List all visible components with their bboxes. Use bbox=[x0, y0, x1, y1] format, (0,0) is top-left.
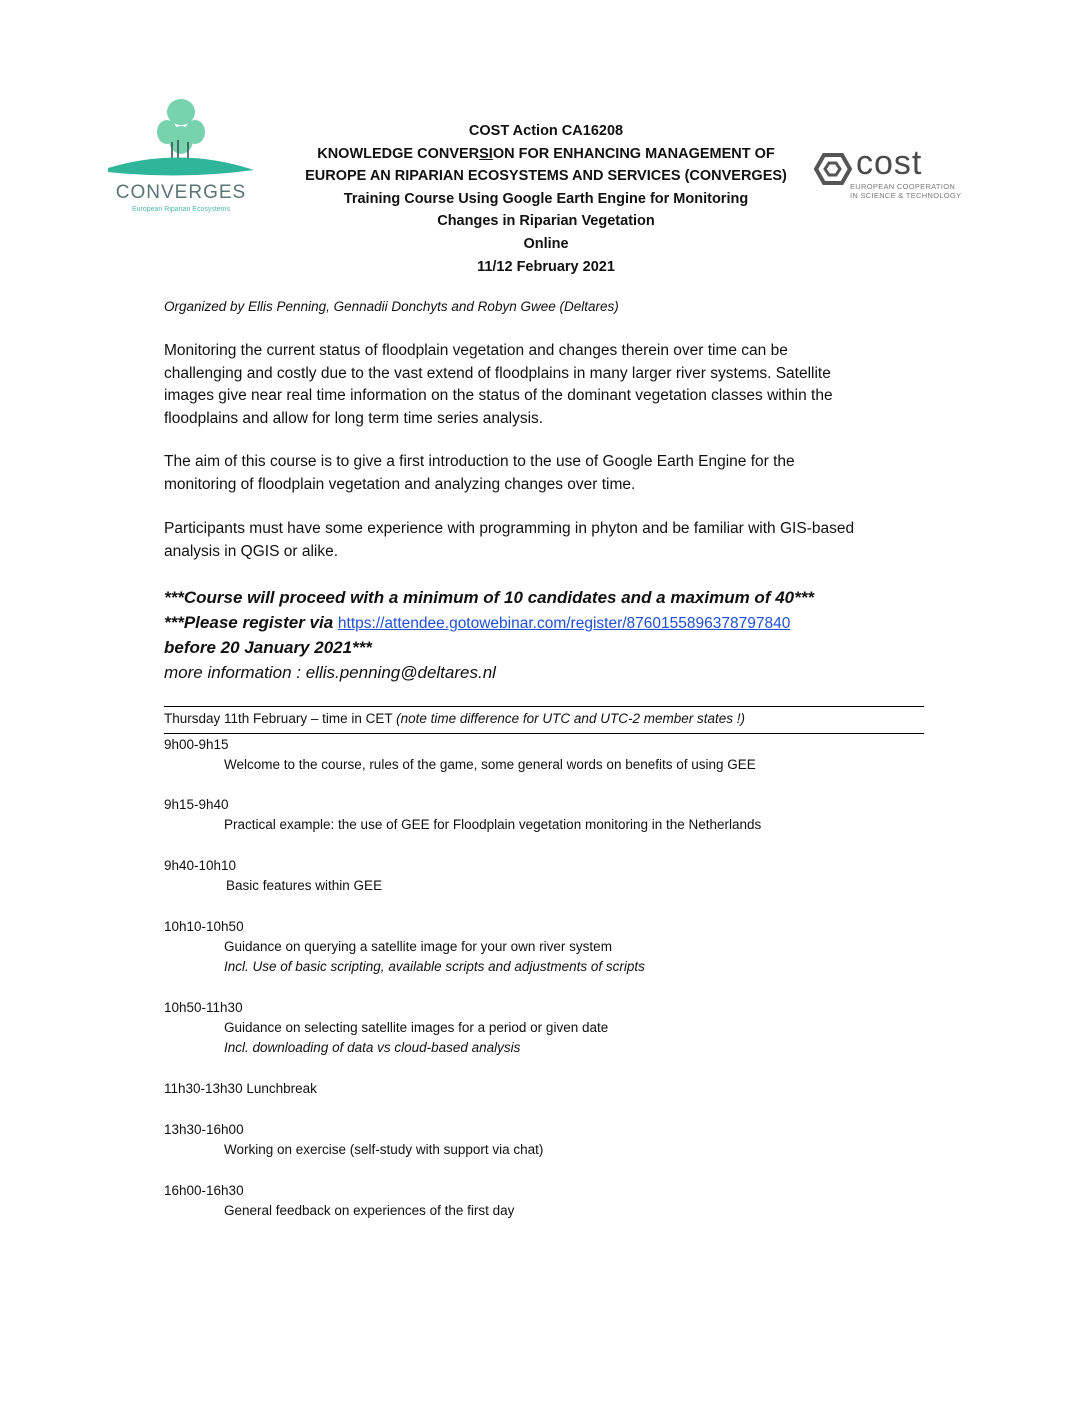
schedule-desc: Working on exercise (self-study with support via chat) bbox=[224, 1142, 544, 1157]
schedule-desc: Guidance on querying a satellite image for your own river system bbox=[224, 939, 612, 954]
registration-link[interactable]: https://attendee.gotowebinar.com/register/8760155896378797840 bbox=[337, 614, 791, 632]
cost-logo bbox=[812, 144, 972, 206]
course-title-line-2: Changes in Riparian Vegetation bbox=[437, 213, 655, 230]
schedule-time: 16h00-16h30 bbox=[164, 1183, 244, 1198]
schedule-desc: Guidance on selecting satellite images for a period or given date bbox=[224, 1020, 609, 1035]
course-date: 11/12 February 2021 bbox=[477, 258, 615, 275]
converges-logo bbox=[98, 92, 264, 224]
schedule-time: 13h30-16h00 bbox=[164, 1122, 244, 1137]
header-line-1: COST Action CA16208 bbox=[468, 123, 624, 139]
tree-icon bbox=[98, 92, 264, 184]
schedule-subdesc: Incl. downloading of data vs cloud-based analysis bbox=[224, 1040, 521, 1055]
schedule-time: 9h00-9h15 bbox=[164, 737, 229, 752]
cost-brand: cost bbox=[856, 144, 923, 182]
contact-info: more information : ellis.penning@deltares.nl bbox=[164, 662, 496, 682]
aim-paragraph: The aim of this course is to give a first introduction to the use of Google Earth Engine for the monitoring of floodplain vegetation and analyzing changes over time. bbox=[164, 453, 795, 493]
schedule-time: 9h15-9h40 bbox=[164, 797, 229, 812]
day-header: Thursday 11th February – time in CET (note time difference for UTC and UTC-2 member states !) bbox=[164, 706, 924, 734]
requirements-paragraph: Participants must have some experience with programming in phyton and be familiar with GIS-based analysis in QGIS or alike. bbox=[164, 520, 855, 560]
course-format: Online bbox=[523, 235, 569, 252]
lunch-break: 11h30-13h30 Lunchbreak bbox=[164, 1081, 317, 1096]
header-line-2: KNOWLEDGE CONVERSION FOR ENHANCING MANAGEMENT OF bbox=[317, 145, 775, 162]
schedule-desc: Practical example: the use of GEE for Floodplain vegetation monitoring in the Netherlands bbox=[224, 817, 762, 832]
document-header bbox=[272, 120, 820, 278]
schedule-time: 10h50-11h30 bbox=[164, 1000, 243, 1015]
schedule-subdesc: Incl. Use of basic scripting, available scripts and adjustments of scripts bbox=[224, 959, 645, 974]
schedule-time: 10h10-10h50 bbox=[164, 919, 244, 934]
registration-notice bbox=[164, 586, 924, 685]
schedule-desc: Basic features within GEE bbox=[226, 878, 383, 893]
course-title-line-1: Training Course Using Google Earth Engine for Monitoring bbox=[343, 190, 749, 207]
cost-subtitle: EUROPEAN COOPERATION IN SCIENCE & TECHNOLOGY bbox=[850, 182, 962, 200]
capacity-note: ***Course will proceed with a minimum of 10 candidates and a maximum of 40*** bbox=[164, 588, 814, 607]
schedule-time: 9h40-10h10 bbox=[164, 858, 237, 873]
converges-wordmark: CONVERGES bbox=[115, 182, 247, 203]
header-line-3: EUROPE AN RIPARIAN ECOSYSTEMS AND SERVICES (CONVERGES) bbox=[305, 168, 787, 185]
organizers: Organized by Ellis Penning, Gennadii Donchyts and Robyn Gwee (Deltares) bbox=[164, 299, 619, 314]
schedule-desc: Welcome to the course, rules of the game, some general words on benefits of using GEE bbox=[224, 757, 756, 772]
intro-paragraph: Monitoring the current status of floodplain vegetation and changes therein over time can be challenging and costly due to the vast extend of floodplains in many larger river systems. Satellite images give near real time information on the status of the dominant vegetation classes within the floodplains and allow for long term time series analysis. bbox=[164, 342, 833, 427]
schedule-desc: General feedback on experiences of the first day bbox=[224, 1203, 515, 1218]
register-line: ***Please register via https://attendee.gotowebinar.com/register/8760155896378797840 bbox=[164, 612, 791, 632]
deadline: before 20 January 2021*** bbox=[164, 638, 372, 657]
converges-tagline: European Riparian Ecosystems bbox=[131, 206, 231, 213]
